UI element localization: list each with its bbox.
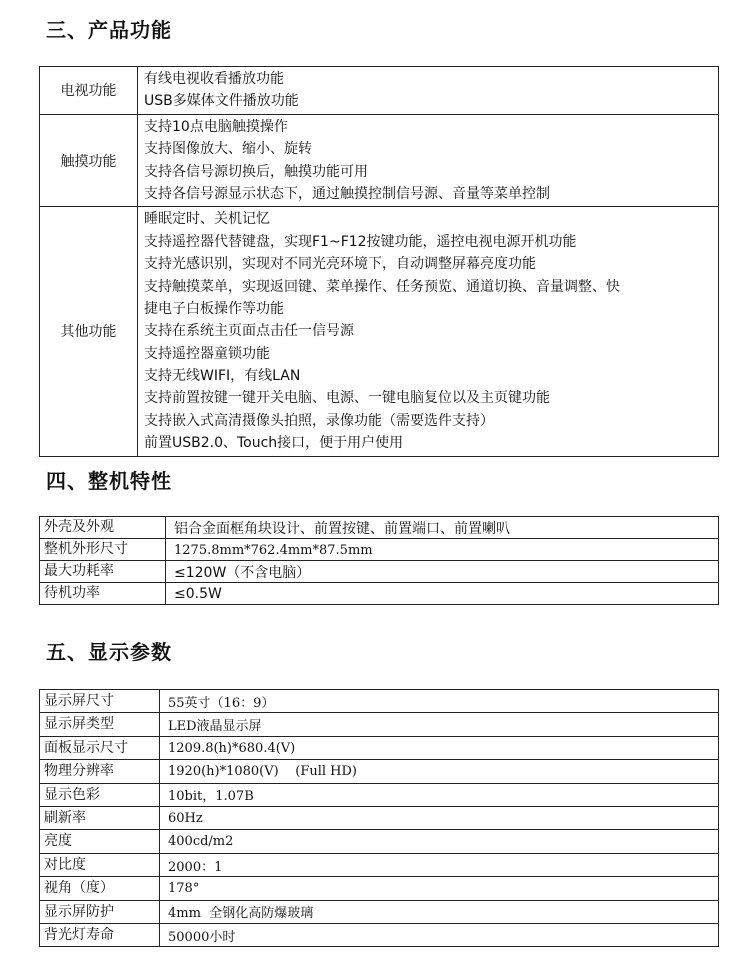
table-row	[40, 67, 719, 115]
row-label: 显示屏类型	[40, 713, 160, 736]
value-text: ≤120W（不含电脑）	[174, 564, 311, 581]
value-text: 55英寸（16：9）	[168, 695, 275, 711]
table-row	[40, 517, 719, 539]
feature-line: 睡眠定时、关机记忆	[144, 211, 270, 228]
value-text: 400cd/m2	[168, 834, 234, 850]
row-label: 对比度	[40, 853, 160, 876]
value-text: 4mm 全钢化高防爆玻璃	[168, 906, 314, 922]
row-value	[160, 690, 719, 713]
row-label: 电视功能	[40, 67, 138, 115]
row-value	[166, 539, 719, 561]
table-row	[40, 783, 719, 806]
value-text: 2000：1	[168, 859, 223, 875]
row-label: 待机功率	[40, 583, 166, 605]
row-label: 刷新率	[40, 807, 160, 830]
table-row	[40, 690, 719, 713]
row-label: 显示色彩	[40, 783, 160, 806]
row-label: 最大功耗率	[40, 561, 166, 583]
table-row	[40, 877, 719, 900]
row-value	[166, 583, 719, 605]
table-row	[40, 807, 719, 830]
table-row	[40, 760, 719, 783]
feature-line: 支持嵌入式高清摄像头拍照，录像功能（需要选件支持）	[144, 412, 494, 429]
table-row	[40, 830, 719, 853]
row-value	[160, 830, 719, 853]
feature-line: 支持各信号源显示状态下，通过触摸控制信号源、音量等菜单控制	[144, 185, 550, 202]
row-value	[160, 924, 719, 947]
table-row	[40, 900, 719, 923]
row-value	[160, 877, 719, 900]
row-label: 外壳及外观	[40, 517, 166, 539]
row-label: 视角（度）	[40, 877, 160, 900]
row-label: 其他功能	[40, 207, 138, 456]
feature-line: 支持在系统主页面点击任一信号源	[144, 323, 354, 340]
row-value	[160, 760, 719, 783]
value-text: 铝合金面框角块设计、前置按键、前置端口、前置喇叭	[174, 520, 510, 537]
row-value	[166, 561, 719, 583]
table-row	[40, 713, 719, 736]
table-row	[40, 561, 719, 583]
feature-line: 支持前置按键一键开关电脑、电源、一键电脑复位以及主页键功能	[144, 390, 550, 407]
value-text: 60Hz	[168, 810, 203, 826]
row-value	[166, 517, 719, 539]
row-label: 面板显示尺寸	[40, 736, 160, 759]
section-5-heading: 五、显示参数	[46, 640, 172, 664]
row-value	[160, 736, 719, 759]
table-row	[40, 924, 719, 947]
row-label: 背光灯寿命	[40, 924, 160, 947]
machine-specs-table	[39, 516, 719, 605]
row-content	[138, 207, 719, 456]
row-label: 显示屏防护	[40, 900, 160, 923]
table-row	[40, 539, 719, 561]
row-value	[160, 783, 719, 806]
section-3-heading: 三、产品功能	[46, 18, 172, 42]
row-content	[138, 67, 719, 115]
value-text: 1920(h)*1080(V) (Full HD)	[168, 763, 357, 779]
feature-line: 支持各信号源切换后，触摸功能可用	[144, 163, 368, 180]
row-value	[160, 807, 719, 830]
feature-line: 支持遥控器童锁功能	[144, 345, 270, 362]
row-label: 触摸功能	[40, 114, 138, 207]
value-text: 10bit，1.07B	[168, 789, 254, 805]
feature-line: 支持无线WIFI，有线LAN	[144, 368, 301, 385]
feature-line: 前置USB2.0、Touch接口，便于用户使用	[144, 435, 404, 452]
feature-line: 支持光感识别，实现对不同光亮环境下，自动调整屏幕亮度功能	[144, 256, 536, 273]
section-4-heading: 四、整机特性	[46, 469, 172, 493]
table-row	[40, 583, 719, 605]
feature-line: 支持图像放大、缩小、旋转	[144, 141, 312, 158]
row-label: 物理分辨率	[40, 760, 160, 783]
feature-line: 有线电视收看播放功能	[144, 71, 284, 87]
table-row	[40, 853, 719, 876]
value-text: ≤0.5W	[174, 585, 222, 602]
value-text: 1275.8mm*762.4mm*87.5mm	[174, 542, 373, 558]
product-functions-table	[39, 66, 719, 457]
row-label: 亮度	[40, 830, 160, 853]
table-row	[40, 114, 719, 207]
row-content	[138, 114, 719, 207]
feature-line: USB多媒体文件播放功能	[144, 93, 299, 110]
row-value	[160, 853, 719, 876]
value-text: 178°	[168, 880, 200, 896]
row-label: 整机外形尺寸	[40, 539, 166, 561]
feature-line: 支持触摸菜单，实现返回键、菜单操作、任务预览、通道切换、音量调整、快	[144, 278, 620, 295]
display-params-table	[39, 689, 719, 947]
table-row	[40, 736, 719, 759]
row-value	[160, 900, 719, 923]
value-text: LED液晶显示屏	[168, 719, 262, 735]
value-text: 1209.8(h)*680.4(V)	[168, 740, 296, 756]
feature-line: 捷电子白板操作等功能	[144, 300, 284, 317]
feature-line: 支持10点电脑触摸操作	[144, 118, 288, 135]
table-row	[40, 207, 719, 456]
row-label: 显示屏尺寸	[40, 690, 160, 713]
row-value	[160, 713, 719, 736]
feature-line: 支持遥控器代替键盘，实现F1~F12按键功能，遥控电视电源开机功能	[144, 233, 577, 250]
value-text: 50000小时	[168, 929, 236, 945]
